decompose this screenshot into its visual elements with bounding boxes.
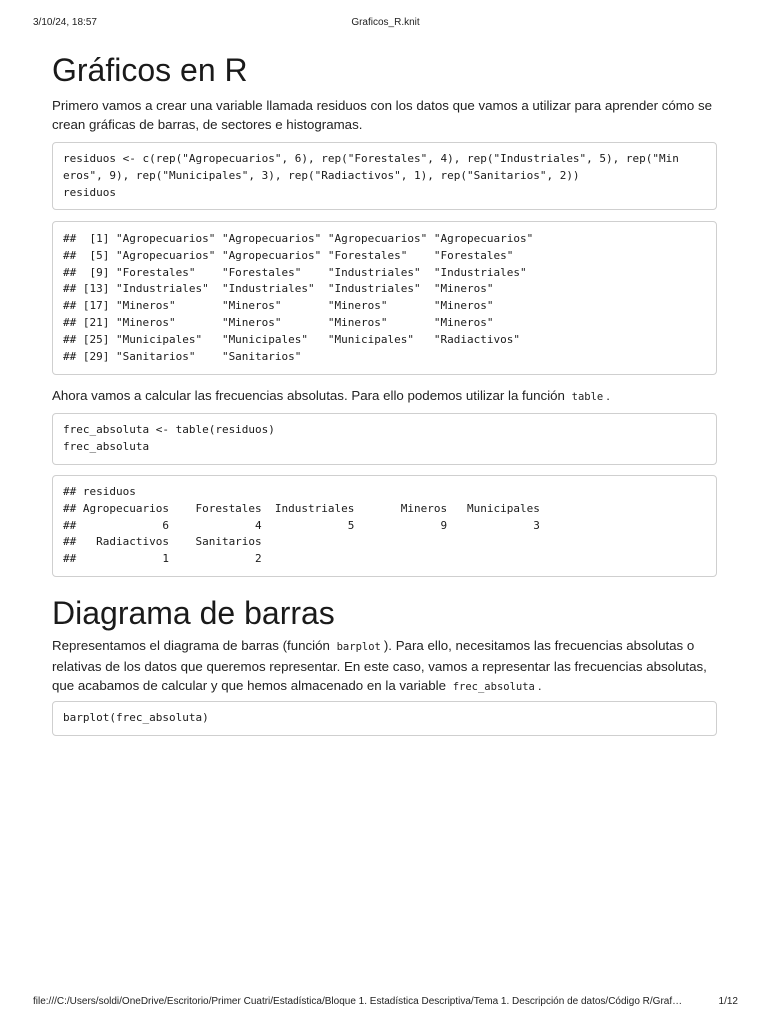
print-header (33, 17, 738, 31)
inline-code-frec-absoluta: frec_absoluta (452, 681, 535, 693)
section-heading-graficos: Gráficos en R (52, 52, 248, 88)
code-block-residuos[interactable]: residuos <- c(rep("Agropecuarios", 6), rep("Forestales", 4), rep("Industriales", 5), rep("Min eros", 9), rep("Municipales", 3), rep("Radiactivos", 1), rep("Sanitarios", 2)) residuos (52, 142, 717, 210)
barplot-paragraph-text-b: ). Para ello, necesitamos las frecuencias absolutas o relativas de los datos que queremos representar. En este caso, vamos a representar las frecuencias absolutas, que acabamos de calcular y que hemos almacenado en la variable (52, 638, 707, 693)
barplot-paragraph-end: . (537, 678, 542, 693)
inline-code-barplot: barplot (336, 641, 381, 653)
table-paragraph-text: Ahora vamos a calcular las frecuencias absolutas. Para ello podemos utilizar la función (52, 388, 569, 403)
print-date: 3/10/24, 18:57 (33, 17, 97, 28)
code-block-barplot[interactable]: barplot(frec_absoluta) (52, 701, 717, 736)
print-document-title: Graficos_R.knit (351, 17, 420, 28)
output-block-frec-absoluta: ## residuos ## Agropecuarios Forestales Industriales Mineros Municipales ## 6 4 5 9 3 ## Radiactivos Sanitarios ## 1 2 (52, 475, 717, 577)
page-number: 1/12 (718, 996, 738, 1007)
barplot-paragraph (52, 636, 719, 697)
inline-code-table: table (571, 391, 604, 403)
barplot-paragraph-text-a: Representamos el diagrama de barras (función (52, 638, 334, 653)
table-paragraph-end: . (606, 388, 610, 403)
table-paragraph (52, 386, 719, 407)
print-footer (33, 996, 738, 1010)
output-block-residuos: ## [1] "Agropecuarios" "Agropecuarios" "Agropecuarios" "Agropecuarios" ## [5] "Agropecuarios" "Agropecuarios" "Forestales" "Forestales" ## [9] "Forestales" "Forestales" "Industriales" "Industriales" ## [13] "Industriales" "Industriales" "Industriales" "Mineros" ## [17] "Mineros" "Mineros" "Mineros" "Mineros" ## [21] "Mineros" "Mineros" "Mineros" "Mineros" ## [25] "Municipales" "Municipales" "Municipales" "Radiactivos" ## [29] "Sanitarios" "Sanitarios" (52, 221, 717, 375)
file-path: file:///C:/Users/soldi/OneDrive/Escritorio/Primer Cuatri/Estadística/Bloque 1. Estadística Descriptiva/Tema 1. Descripción de datos/Código R/Graf… (33, 996, 683, 1007)
section-heading-diagrama-barras: Diagrama de barras (52, 595, 335, 631)
code-block-frec-absoluta[interactable]: frec_absoluta <- table(residuos) frec_absoluta (52, 413, 717, 465)
intro-paragraph: Primero vamos a crear una variable llamada residuos con los datos que vamos a utilizar para aprender cómo se crean gráficas de barras, de sectores e histogramas. (52, 98, 713, 132)
